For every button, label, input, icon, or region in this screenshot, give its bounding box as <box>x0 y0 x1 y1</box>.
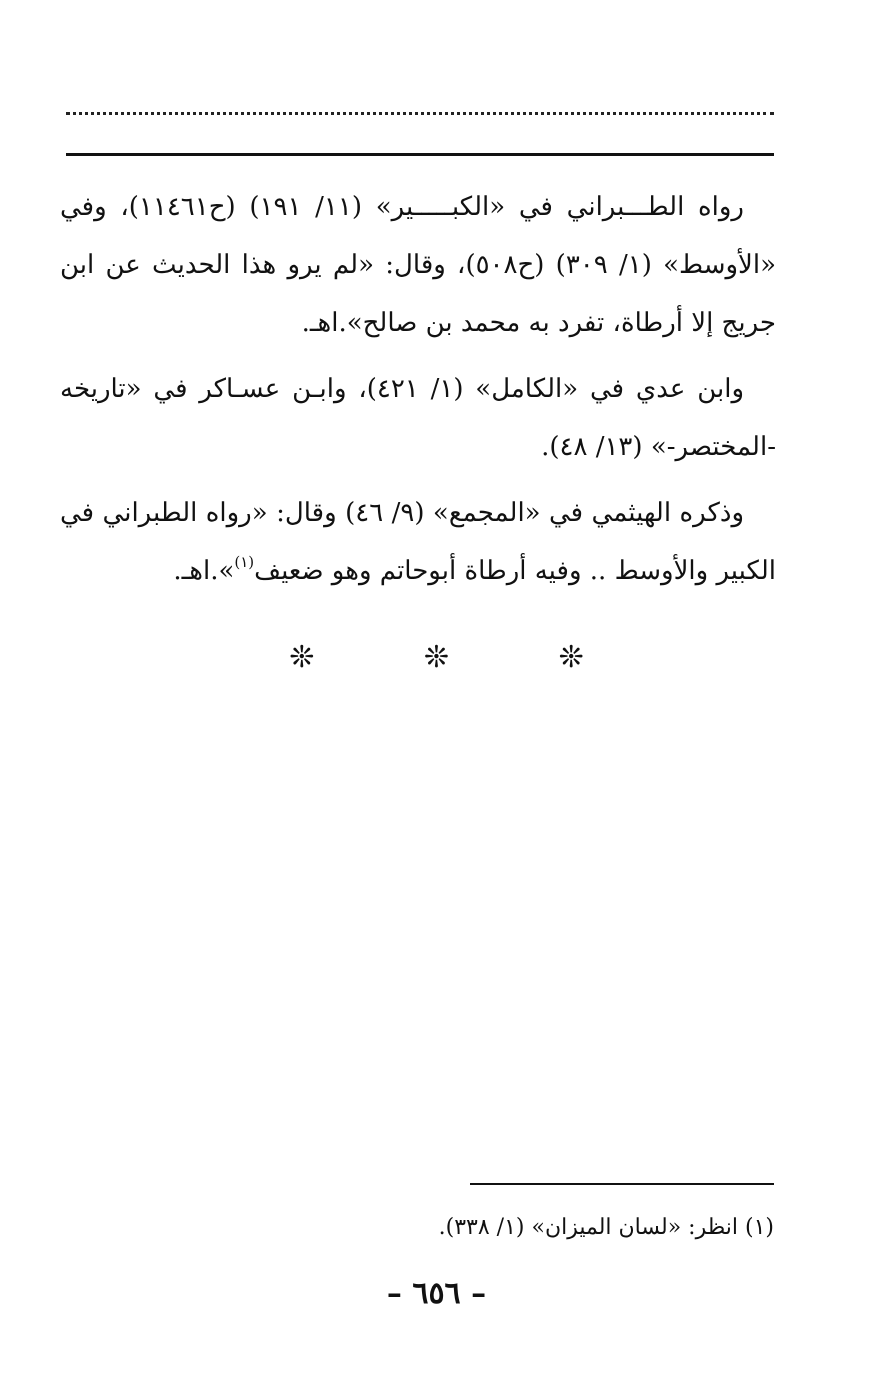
paragraph-haythami <box>60 484 776 600</box>
header-rule <box>66 153 774 156</box>
header-dotted-line <box>66 112 774 115</box>
footnote-reference: (١) <box>234 553 255 571</box>
paragraph-ibn-adi: وابن عدي في «الكامل» (١/ ٤٢١)، وابـن عسـاكر في «تاريخه -المختصر-» (١٣/ ٤٨). <box>60 374 776 462</box>
main-text <box>60 178 776 608</box>
footnote-rule <box>470 1183 774 1185</box>
paragraph-tabarani: رواه الطـــبراني في «الكبـــــير» (١١/ ١٩١) (ح١١٤٦١)، وفي «الأوسط» (١/ ٣٠٩) (ح٥٠٨)، وقال: «لم يرو هذا الحديث عن ابن جريج إلا أرطاة، تفرد به محمد بن صالح».اهـ. <box>60 192 776 338</box>
footnote: (١) انظر: «لسان الميزان» (١/ ٣٣٨). <box>438 1215 774 1240</box>
page-number: – ٦٥٦ – <box>386 1276 487 1311</box>
paragraph-haythami-end: ».اهـ. <box>173 556 235 586</box>
paragraph-haythami-text: وذكره الهيثمي في «المجمع» (٩/ ٤٦) وقال: «رواه الطبراني في الكبير والأوسط .. وفيه أرطاة أبوحاتم وهو ضعيف <box>60 498 776 586</box>
section-separator: ❊ ❊ ❊ <box>289 640 634 675</box>
